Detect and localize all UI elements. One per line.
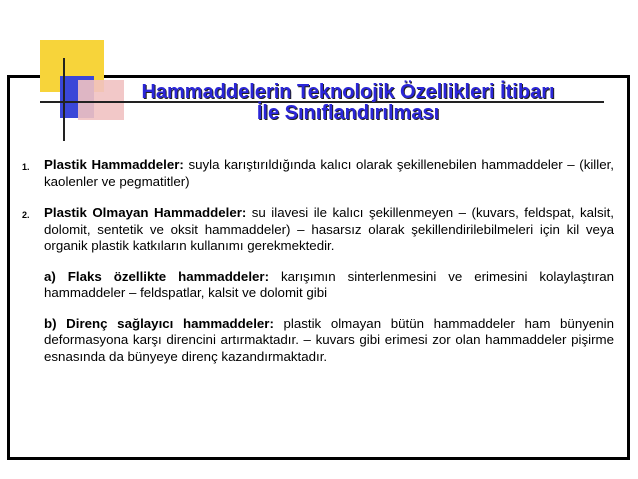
subitem-a xyxy=(44,269,614,302)
title-line-2: İle Sınıflandırılması xyxy=(256,102,440,124)
item-body xyxy=(44,157,614,190)
item-text: su ilavesi ile kalıcı şekillenmeyen – (kuvars, feldspat, kalsit, dolomit, sentetik ve oksit hammaddeler) – hasarsız olarak şekillendirilebilmeleri için kil veya organik plastik katkıların kullanımı gerekmektedir. xyxy=(44,205,614,253)
item-number: 1. xyxy=(22,162,30,172)
item-heading: Plastik Olmayan Hammaddeler: xyxy=(44,205,247,220)
list-item-2 xyxy=(22,205,614,365)
list-item-1 xyxy=(22,157,614,190)
item-number: 2. xyxy=(22,210,30,220)
decor-vertical-line xyxy=(63,58,65,141)
slide-content xyxy=(22,157,614,380)
subitem-text: karışımın sinterlenmesini ve erimesini kolaylaştıran hammaddeler – feldspatlar, kalsit ve dolomit gibi xyxy=(44,268,615,300)
item-body xyxy=(44,205,614,365)
slide-title xyxy=(70,82,626,124)
title-line-1: Hammaddelerin Teknolojik Özellikleri İtibarı xyxy=(141,81,555,103)
subitem-text: plastik olmayan bütün hammaddeler ham bünyenin deformasyona karşı direncini artırmaktadır. – kuvars gibi erimesi zor olan hammaddeler pişirme esnasında da bünyeye direnç kazandırmaktadır. xyxy=(44,315,615,364)
item-heading: Plastik Hammaddeler: xyxy=(44,157,184,172)
item-text: suyla karıştırıldığında kalıcı olarak şekillenebilen hammaddeler – (killer, kaolenler ve pegmatitler) xyxy=(44,157,614,189)
subitem-heading: a) Flaks özellikte hammaddeler: xyxy=(44,268,270,284)
subitem-heading: b) Direnç sağlayıcı hammaddeler: xyxy=(44,315,274,331)
subitem-b xyxy=(44,316,614,366)
